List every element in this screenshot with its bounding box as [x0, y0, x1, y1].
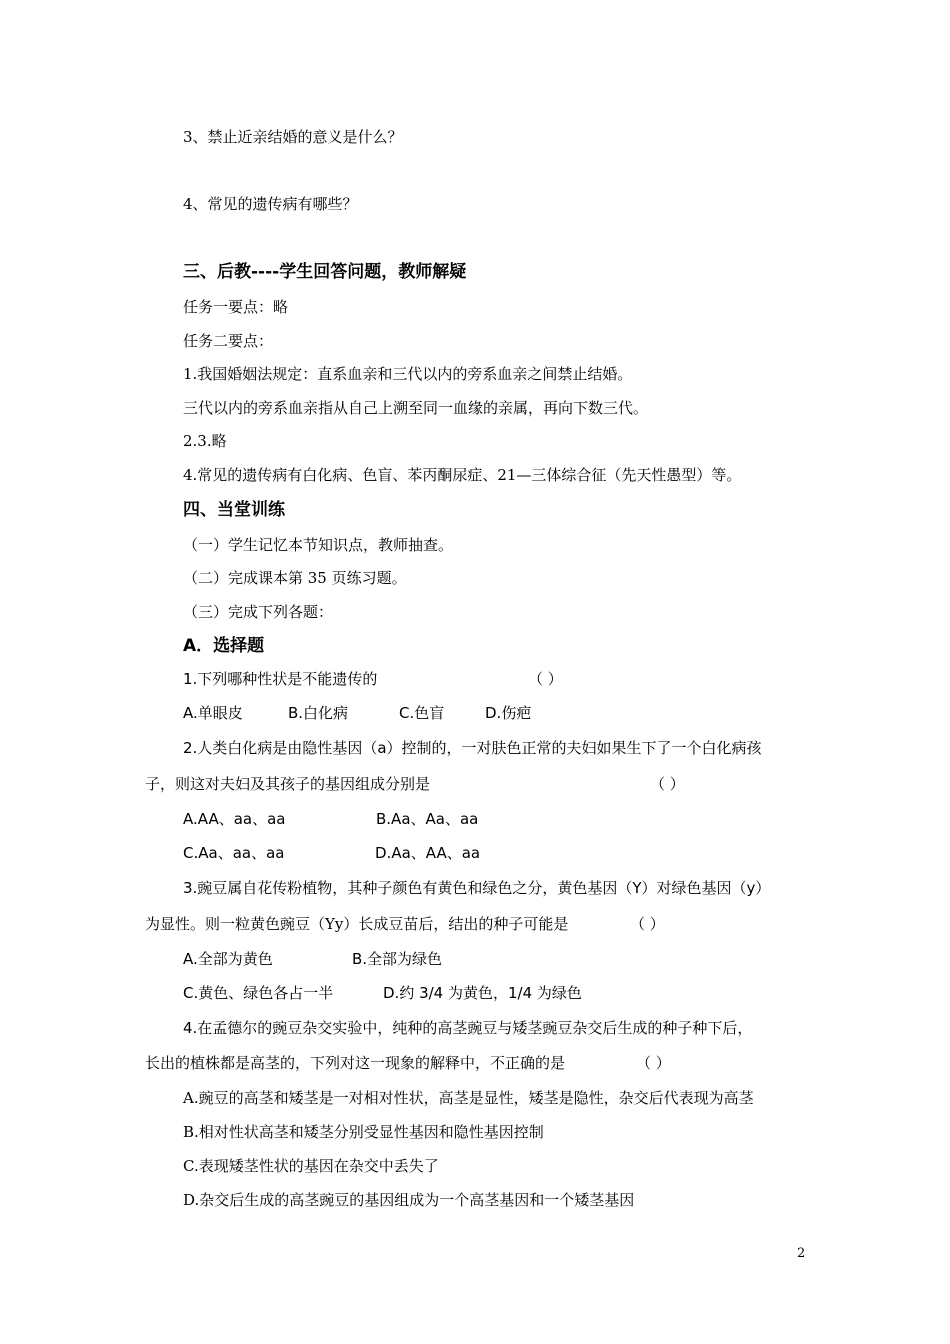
mc-q1-answer-paren: （ ）: [528, 670, 563, 688]
task-2-points: 任务二要点：: [183, 332, 274, 350]
mc-q4-option-d: D.杂交后生成的高茎豌豆的基因组成为一个高茎基因和一个矮茎基因: [183, 1191, 635, 1209]
mc-q3-answer-paren: （ ）: [630, 915, 665, 933]
answer-4: 4.常见的遗传病有白化病、色盲、苯丙酮尿症、21—三体综合征（先天性愚型）等。: [183, 466, 742, 484]
mc-q1-option-b: B.白化病: [288, 704, 349, 722]
mc-q4-stem-line1: 4.在孟德尔的豌豆杂交实验中，纯种的高茎豌豆与矮茎豌豆杂交后生成的种子种下后，: [183, 1019, 753, 1037]
mc-q3-option-c: C.黄色、绿色各占一半: [183, 984, 334, 1002]
mc-q2-option-a: A.AA、aa、aa: [183, 810, 286, 828]
answer-2-3: 2.3.略: [183, 432, 227, 450]
mc-q3-option-a: A.全部为黄色: [183, 950, 273, 968]
choice-subheading: A．选择题: [183, 636, 265, 656]
mc-q4-option-c: C.表现矮茎性状的基因在杂交中丢失了: [183, 1157, 439, 1175]
training-item-2: （二）完成课本第 35 页练习题。: [183, 569, 407, 587]
question-3: 3、禁止近亲结婚的意义是什么？: [183, 128, 403, 146]
answer-1: 1.我国婚姻法规定：直系血亲和三代以内的旁系血亲之间禁止结婚。: [183, 365, 633, 383]
mc-q3-option-d: D.约 3/4 为黄色，1/4 为绿色: [383, 984, 582, 1002]
section-3-heading: 三、后教----学生回答问题，教师解疑: [183, 262, 467, 282]
mc-q2-stem-line1: 2.人类白化病是由隐性基因（a）控制的，一对肤色正常的夫妇如果生下了一个白化病孩: [183, 739, 762, 757]
mc-q4-stem-line2: 长出的植株都是高茎的，下列对这一现象的解释中，不正确的是: [145, 1054, 566, 1072]
mc-q1-option-d: D.伤疤: [485, 704, 532, 722]
mc-q4-answer-paren: （ ）: [636, 1054, 671, 1072]
mc-q2-answer-paren: （ ）: [650, 775, 685, 793]
section-4-heading: 四、当堂训练: [183, 500, 285, 520]
mc-q2-option-d: D.Aa、AA、aa: [375, 844, 481, 862]
answer-1-continued: 三代以内的旁系血亲指从自己上溯至同一血缘的亲属，再向下数三代。: [183, 399, 649, 417]
mc-q3-option-b: B.全部为绿色: [352, 950, 443, 968]
training-item-1: （一）学生记忆本节知识点，教师抽查。: [183, 536, 454, 554]
mc-q4-option-b: B.相对性状高茎和矮茎分别受显性基因和隐性基因控制: [183, 1123, 544, 1141]
mc-q4-option-a: A.豌豆的高茎和矮茎是一对相对性状，高茎是显性，矮茎是隐性，杂交后代表现为高茎: [183, 1089, 754, 1107]
training-item-3: （三）完成下列各题：: [183, 603, 334, 621]
mc-q1-option-a: A.单眼皮: [183, 704, 243, 722]
mc-q2-option-b: B.Aa、Aa、aa: [376, 810, 479, 828]
task-1-points: 任务一要点：略: [183, 298, 289, 316]
mc-q2-stem-line2: 子，则这对夫妇及其孩子的基因组成分别是: [145, 775, 431, 793]
mc-q2-option-c: C.Aa、aa、aa: [183, 844, 285, 862]
question-4: 4、常见的遗传病有哪些？: [183, 195, 358, 213]
mc-q1-option-c: C.色盲: [399, 704, 445, 722]
mc-q1-stem: 1.下列哪种性状是不能遗传的: [183, 670, 378, 688]
mc-q3-stem-line2: 为显性。则一粒黄色豌豆（Yy）长成豆苗后，结出的种子可能是: [145, 915, 569, 933]
page-number: 2: [797, 1246, 806, 1261]
mc-q3-stem-line1: 3.豌豆属自花传粉植物，其种子颜色有黄色和绿色之分，黄色基因（Y）对绿色基因（y）: [183, 879, 771, 897]
